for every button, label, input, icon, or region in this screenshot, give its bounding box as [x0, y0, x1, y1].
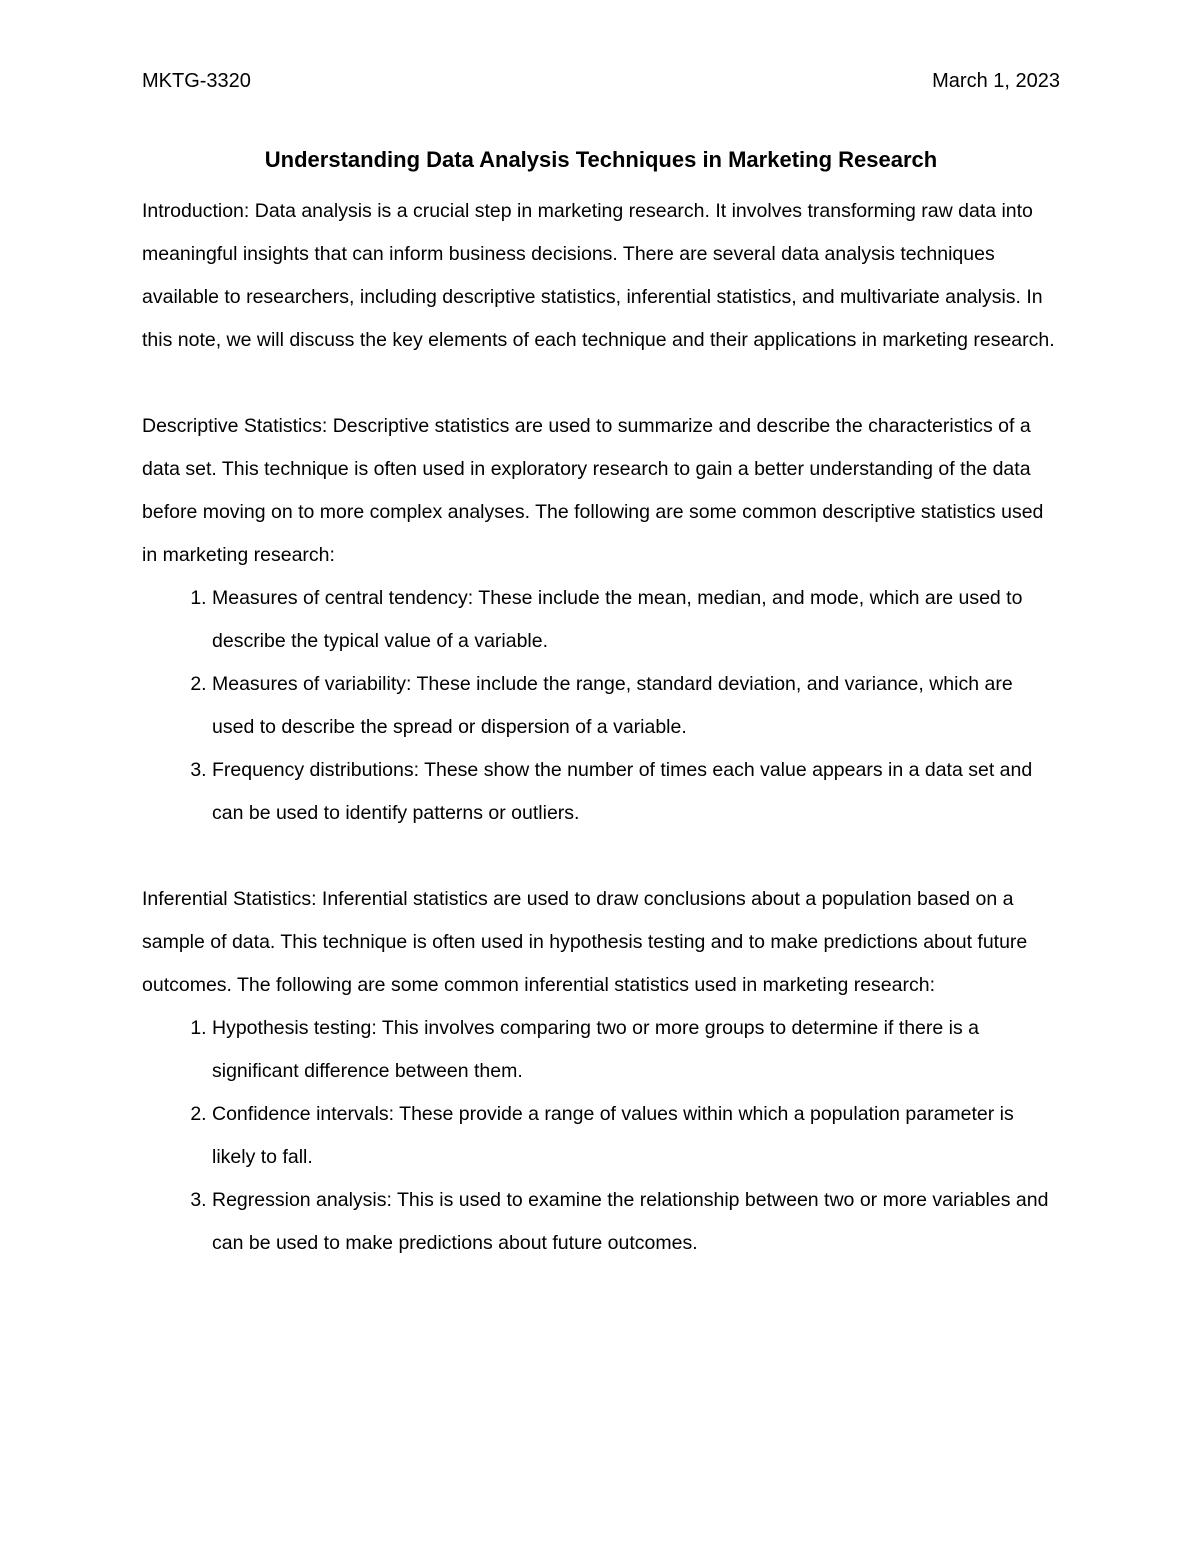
- list-item: 2. Confidence intervals: These provide a range of values within which a population parameter is likely to fall.: [212, 1093, 1060, 1179]
- introduction-section: [142, 190, 1060, 362]
- descriptive-statistics-section: [142, 405, 1060, 835]
- list-item: 3. Regression analysis: This is used to examine the relationship between two or more variables and can be used to make predictions about future outcomes.: [212, 1179, 1060, 1265]
- page-header: [142, 70, 1060, 100]
- introduction-paragraph: Introduction: Data analysis is a crucial step in marketing research. It involves transforming raw data into meaningful insights that can inform business decisions. There are several data analysis techniques available to researchers, including descriptive statistics, inferential statistics, and multivariate analysis. In this note, we will discuss the key elements of each technique and their applications in marketing research.: [142, 200, 1055, 351]
- list-item: 1. Hypothesis testing: This involves comparing two or more groups to determine if there is a significant difference between them.: [212, 1007, 1060, 1093]
- list-item: 2. Measures of variability: These include the range, standard deviation, and variance, which are used to describe the spread or dispersion of a variable.: [212, 663, 1060, 749]
- inferential-statistics-paragraph: Inferential Statistics: Inferential statistics are used to draw conclusions about a population based on a sample of data. This technique is often used in hypothesis testing and to make predictions about future outcomes. The following are some common inferential statistics used in marketing research:: [142, 888, 1028, 996]
- document-body: [142, 142, 1060, 1265]
- list-item: 3. Frequency distributions: These show the number of times each value appears in a data set and can be used to identify patterns or outliers.: [212, 749, 1060, 835]
- course-code: MKTG-3320: [142, 70, 251, 92]
- document-date: March 1, 2023: [932, 70, 1060, 92]
- document-title: Understanding Data Analysis Techniques in Marketing Research: [264, 147, 938, 172]
- descriptive-statistics-list: [142, 577, 1060, 835]
- inferential-statistics-list: [142, 1007, 1060, 1265]
- descriptive-statistics-paragraph: Descriptive Statistics: Descriptive statistics are used to summarize and describe the characteristics of a data set. This technique is often used in exploratory research to gain a better understanding of the data before moving on to more complex analyses. The following are some common descriptive statistics used in marketing research:: [142, 415, 1044, 566]
- list-item: 1. Measures of central tendency: These include the mean, median, and mode, which are used to describe the typical value of a variable.: [212, 577, 1060, 663]
- inferential-statistics-section: [142, 878, 1060, 1265]
